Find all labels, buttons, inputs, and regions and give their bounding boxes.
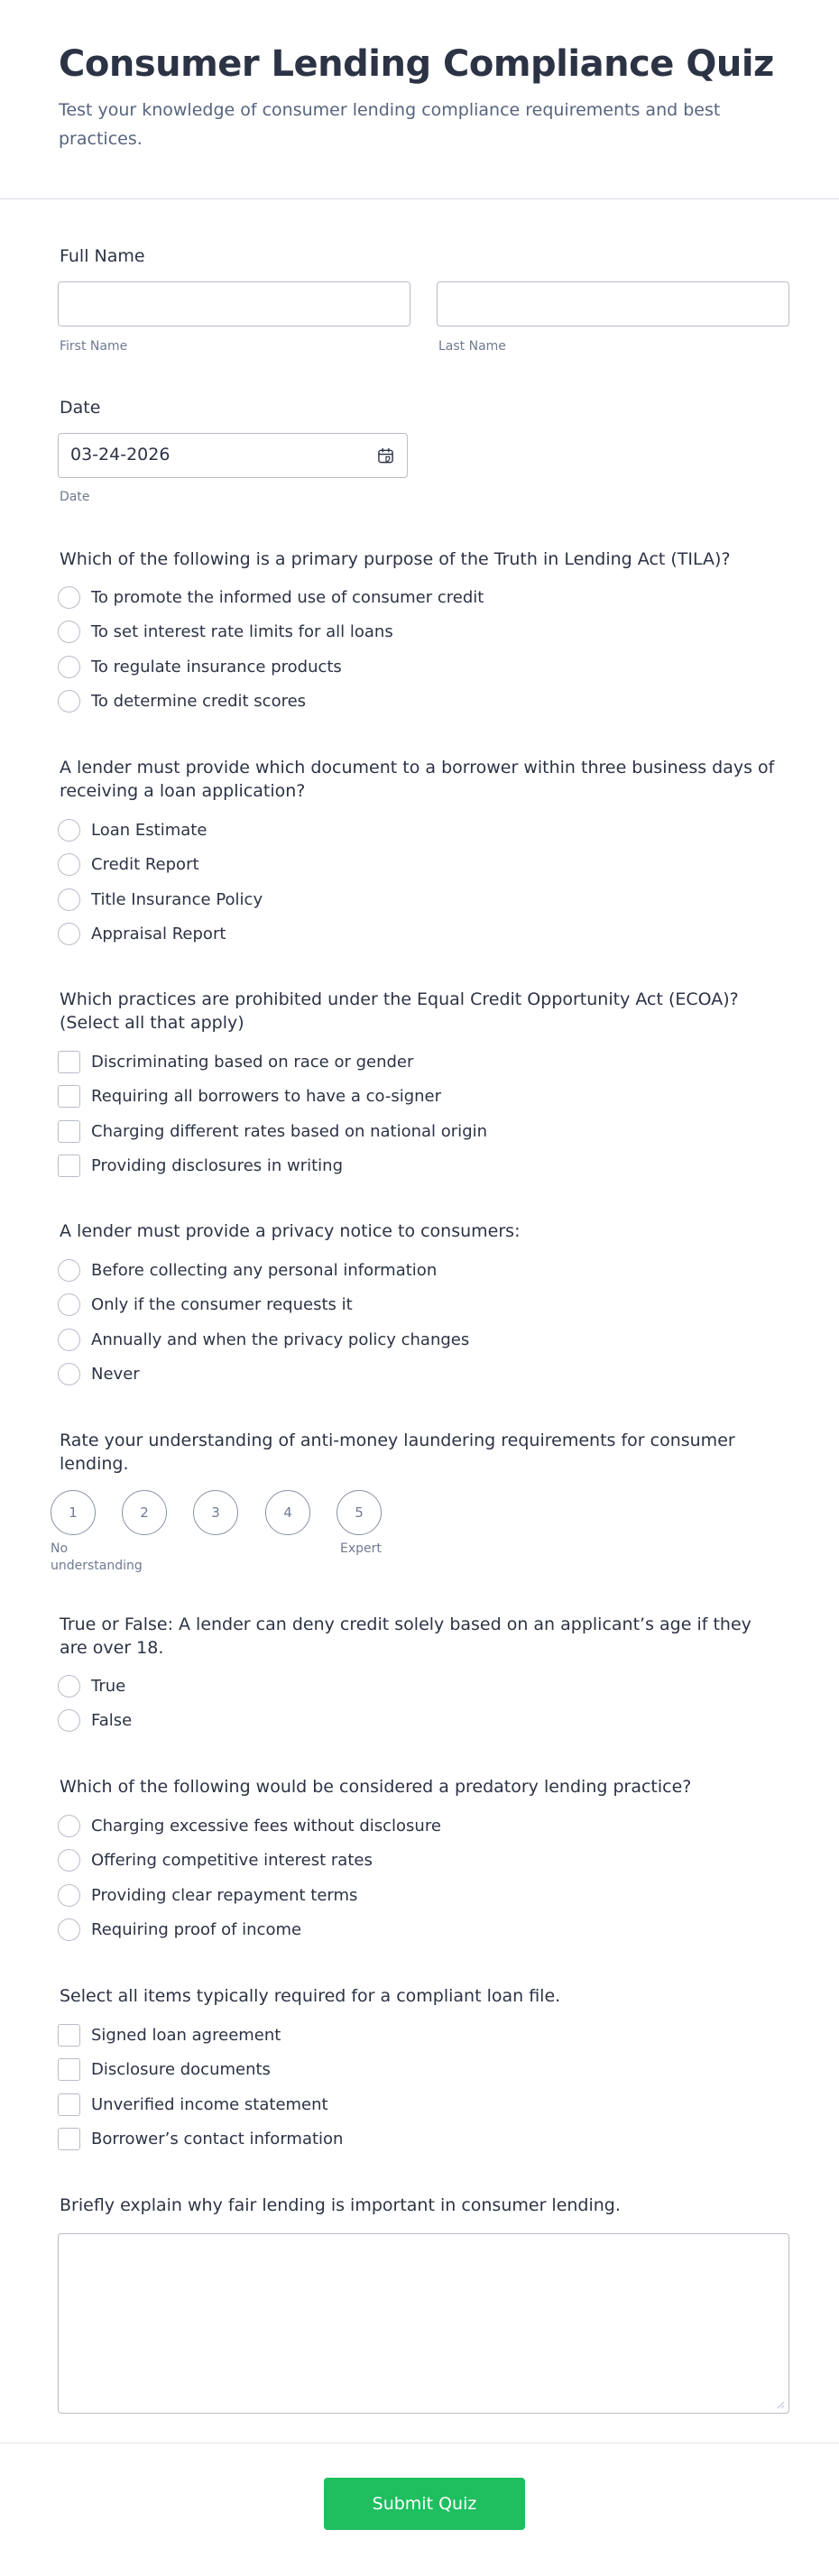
question-9: Briefly explain why fair lending is important in consumer lending.	[60, 2195, 621, 2215]
q1-option-2[interactable]: To set interest rate limits for all loans	[58, 619, 393, 644]
checkbox[interactable]	[58, 2128, 80, 2150]
radio-button[interactable]	[58, 1259, 80, 1282]
question-7: Which of the following would be considered a predatory lending practice?	[60, 1777, 692, 1797]
radio-button[interactable]	[58, 1884, 80, 1907]
date-sublabel: Date	[60, 490, 90, 504]
question-1: Which of the following is a primary purpose of the Truth in Lending Act (TILA)?	[60, 549, 731, 569]
q4-option-3[interactable]: Annually and when the privacy policy changes	[58, 1327, 469, 1352]
calendar-icon[interactable]	[377, 447, 394, 465]
q3-option-1[interactable]: Discriminating based on race or gender	[58, 1049, 413, 1074]
radio-button[interactable]	[58, 1815, 80, 1837]
q8-option-4[interactable]: Borrower’s contact information	[58, 2126, 343, 2151]
radio-button[interactable]	[58, 1709, 80, 1732]
q8-option-1[interactable]: Signed loan agreement	[58, 2022, 281, 2047]
question-4: A lender must provide a privacy notice to consumers:	[60, 1221, 521, 1241]
rating-1[interactable]: 1	[51, 1490, 96, 1535]
q6-option-1[interactable]: True	[58, 1673, 125, 1698]
q3-option-3[interactable]: Charging different rates based on national origin	[58, 1118, 487, 1144]
first-name-input[interactable]	[58, 281, 410, 327]
radio-button[interactable]	[58, 1918, 80, 1941]
radio-button[interactable]	[58, 586, 80, 609]
q4-option-1[interactable]: Before collecting any personal information	[58, 1257, 437, 1283]
radio-button[interactable]	[58, 1293, 80, 1316]
q8-option-3[interactable]: Unverified income statement	[58, 2092, 328, 2117]
radio-button[interactable]	[58, 888, 80, 911]
q3-option-4[interactable]: Providing disclosures in writing	[58, 1153, 343, 1178]
q3-option-2[interactable]: Requiring all borrowers to have a co-signer	[58, 1083, 441, 1109]
q2-option-1[interactable]: Loan Estimate	[58, 817, 207, 842]
radio-button[interactable]	[58, 1675, 80, 1697]
rating-2[interactable]: 2	[122, 1490, 167, 1535]
last-name-sublabel: Last Name	[438, 339, 506, 354]
explanation-textarea[interactable]	[58, 2233, 789, 2414]
q7-option-3[interactable]: Providing clear repayment terms	[58, 1882, 357, 1908]
checkbox[interactable]	[58, 2093, 80, 2116]
checkbox[interactable]	[58, 1051, 80, 1073]
question-8: Select all items typically required for a compliant loan file.	[60, 1986, 561, 2006]
q4-option-2[interactable]: Only if the consumer requests it	[58, 1292, 353, 1317]
q1-option-1[interactable]: To promote the informed use of consumer credit	[58, 584, 484, 610]
radio-button[interactable]	[58, 923, 80, 945]
full-name-label: Full Name	[60, 246, 145, 266]
radio-button[interactable]	[58, 656, 80, 678]
radio-button[interactable]	[58, 621, 80, 643]
q4-option-4[interactable]: Never	[58, 1361, 140, 1386]
checkbox[interactable]	[58, 1120, 80, 1143]
checkbox[interactable]	[58, 1155, 80, 1177]
rating-4[interactable]: 4	[265, 1490, 310, 1535]
q7-option-1[interactable]: Charging excessive fees without disclosure	[58, 1813, 441, 1838]
date-input[interactable]	[58, 433, 408, 478]
q1-option-3[interactable]: To regulate insurance products	[58, 654, 342, 679]
date-label: Date	[60, 398, 101, 418]
form-title: Consumer Lending Compliance Quiz	[59, 43, 774, 85]
form-description: Test your knowledge of consumer lending compliance requirements and best practices.	[59, 100, 721, 149]
date-value: 03-24-2026	[70, 445, 171, 465]
question-5: Rate your understanding of anti-money laundering requirements for consumer lending.	[60, 1431, 735, 1474]
checkbox[interactable]	[58, 1085, 80, 1108]
last-name-input[interactable]	[437, 281, 789, 327]
submit-button[interactable]: Submit Quiz	[324, 2478, 525, 2530]
radio-button[interactable]	[58, 819, 80, 842]
q2-option-2[interactable]: Credit Report	[58, 851, 199, 877]
q2-option-3[interactable]: Title Insurance Policy	[58, 887, 263, 912]
resize-grip-icon[interactable]	[776, 2400, 785, 2409]
rating-max-caption: Expert	[340, 1541, 382, 1556]
rating-5[interactable]: 5	[337, 1490, 382, 1535]
question-6: True or False: A lender can deny credit solely based on an applicant’s age if they are over 18.	[60, 1615, 751, 1658]
q7-option-4[interactable]: Requiring proof of income	[58, 1917, 301, 1942]
radio-button[interactable]	[58, 1363, 80, 1385]
q8-option-2[interactable]: Disclosure documents	[58, 2056, 271, 2082]
q7-option-2[interactable]: Offering competitive interest rates	[58, 1847, 373, 1872]
question-2: A lender must provide which document to a borrower within three business days of receiving a loan application?	[60, 758, 775, 801]
radio-button[interactable]	[58, 853, 80, 876]
form-header	[0, 0, 839, 199]
checkbox[interactable]	[58, 2058, 80, 2081]
q1-option-4[interactable]: To determine credit scores	[58, 688, 306, 713]
rating-3[interactable]: 3	[193, 1490, 238, 1535]
question-3: Which practices are prohibited under the Equal Credit Opportunity Act (ECOA)? (Select all that apply)	[60, 989, 739, 1033]
q6-option-2[interactable]: False	[58, 1707, 132, 1733]
rating-min-caption: No understanding	[51, 1541, 143, 1573]
checkbox[interactable]	[58, 2024, 80, 2047]
radio-button[interactable]	[58, 1329, 80, 1351]
radio-button[interactable]	[58, 1849, 80, 1872]
radio-button[interactable]	[58, 690, 80, 713]
q2-option-4[interactable]: Appraisal Report	[58, 921, 226, 946]
first-name-sublabel: First Name	[60, 339, 128, 354]
